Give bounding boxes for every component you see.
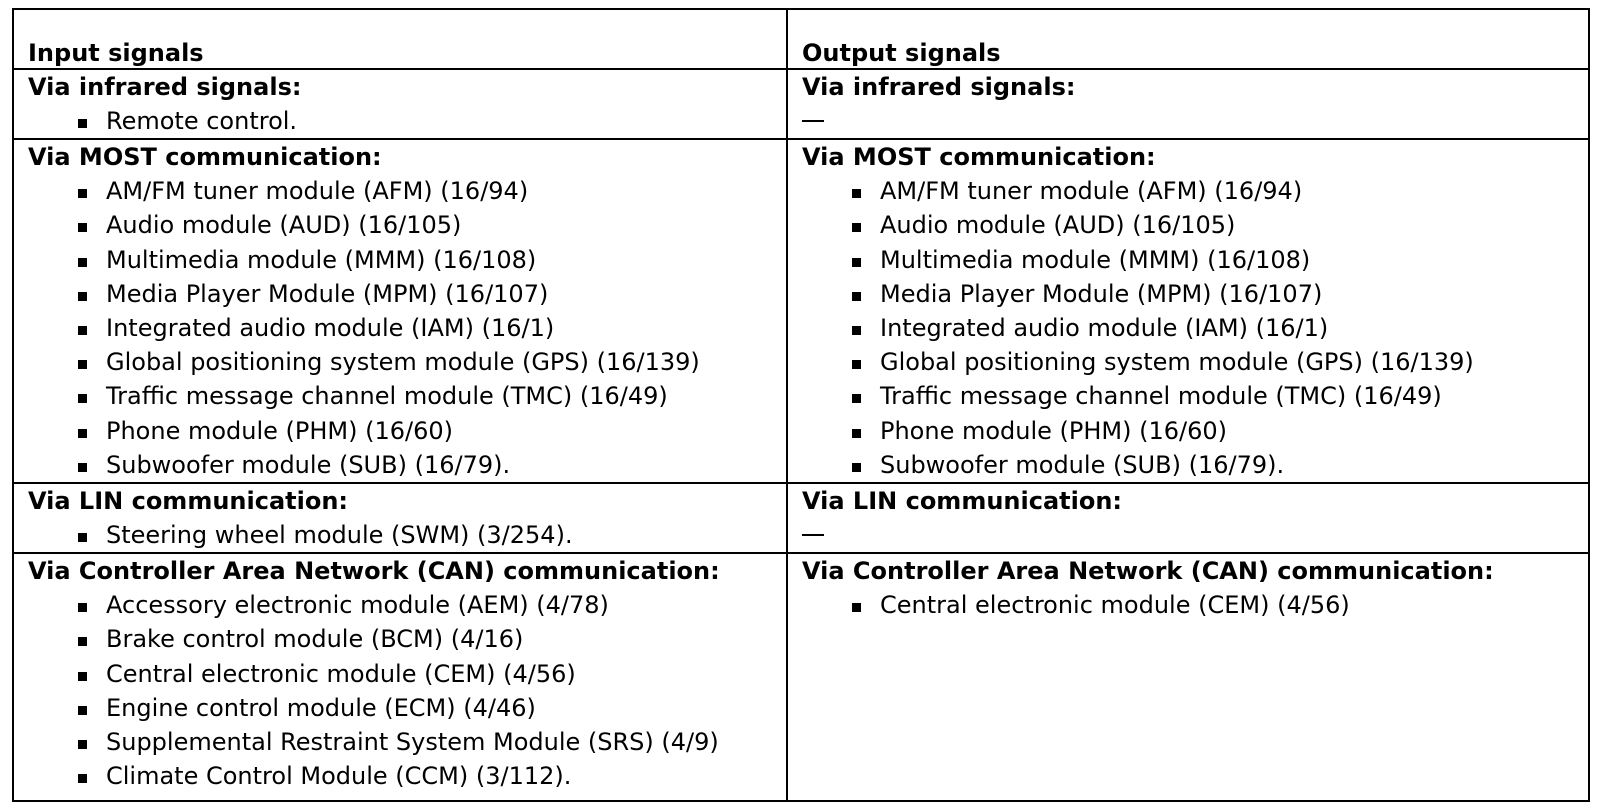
list-item: Media Player Module (MPM) (16/107) [852,277,1588,311]
input-section-title-infrared: Via infrared signals: [28,73,302,101]
input-list-most [28,174,786,482]
output-cell-most [787,139,1589,483]
input-list-lin [28,518,786,552]
input-list-infrared [28,104,786,138]
output-cell-lin [787,483,1589,553]
input-section-title-can: Via Controller Area Network (CAN) communication: [28,557,720,586]
list-item: Traffic message channel module (TMC) (16/49) [852,379,1588,413]
list-item: Traffic message channel module (TMC) (16/49) [78,379,786,413]
list-item: Audio module (AUD) (16/105) [852,208,1588,242]
section-row-most [13,139,1589,483]
list-item: Brake control module (BCM) (4/16) [78,622,786,656]
list-item: Phone module (PHM) (16/60) [78,414,786,448]
output-section-title-lin: Via LIN communication: [802,487,1123,516]
list-item: Global positioning system module (GPS) (16/139) [78,345,786,379]
list-item: Integrated audio module (IAM) (16/1) [852,311,1588,345]
output-section-title-most: Via MOST communication: [802,143,1156,172]
input-section-title-lin: Via LIN communication: [28,487,349,516]
header-row [13,9,1589,69]
list-item: AM/FM tuner module (AFM) (16/94) [852,174,1588,208]
output-signals-heading: Output signals [802,39,1001,67]
list-item: Integrated audio module (IAM) (16/1) [78,311,786,345]
input-cell-can [13,553,787,801]
output-empty-dash-lin [802,518,1588,550]
list-item: Remote control. [78,104,786,138]
list-item: Phone module (PHM) (16/60) [852,414,1588,448]
section-row-infrared [13,69,1589,139]
list-item: Subwoofer module (SUB) (16/79). [852,448,1588,482]
output-section-title-can: Via Controller Area Network (CAN) communication: [802,557,1494,586]
list-item: Climate Control Module (CCM) (3/112). [78,759,786,793]
list-item: Media Player Module (MPM) (16/107) [78,277,786,311]
input-cell-infrared [13,69,787,139]
input-section-title-most: Via MOST communication: [28,143,382,172]
output-empty-dash-infrared [802,104,1588,136]
input-cell-lin [13,483,787,553]
output-section-title-infrared: Via infrared signals: [802,73,1076,101]
list-item: Steering wheel module (SWM) (3/254). [78,518,786,552]
section-row-can [13,553,1589,801]
list-item: Central electronic module (CEM) (4/56) [78,657,786,691]
list-item: AM/FM tuner module (AFM) (16/94) [78,174,786,208]
output-list-most [802,174,1588,482]
input-header-cell [13,9,787,69]
input-cell-most [13,139,787,483]
list-item: Supplemental Restraint System Module (SRS) (4/9) [78,725,786,759]
output-cell-infrared [787,69,1589,139]
signals-table [12,8,1590,802]
list-item: Accessory electronic module (AEM) (4/78) [78,588,786,622]
list-item: Subwoofer module (SUB) (16/79). [78,448,786,482]
list-item: Central electronic module (CEM) (4/56) [852,588,1588,622]
output-list-can [802,588,1588,622]
output-cell-can [787,553,1589,801]
list-item: Global positioning system module (GPS) (16/139) [852,345,1588,379]
list-item: Engine control module (ECM) (4/46) [78,691,786,725]
output-header-cell [787,9,1589,69]
section-row-lin [13,483,1589,553]
list-item: Multimedia module (MMM) (16/108) [852,243,1588,277]
input-list-can [28,588,786,793]
list-item: Audio module (AUD) (16/105) [78,208,786,242]
input-signals-heading: Input signals [28,39,204,67]
list-item: Multimedia module (MMM) (16/108) [78,243,786,277]
